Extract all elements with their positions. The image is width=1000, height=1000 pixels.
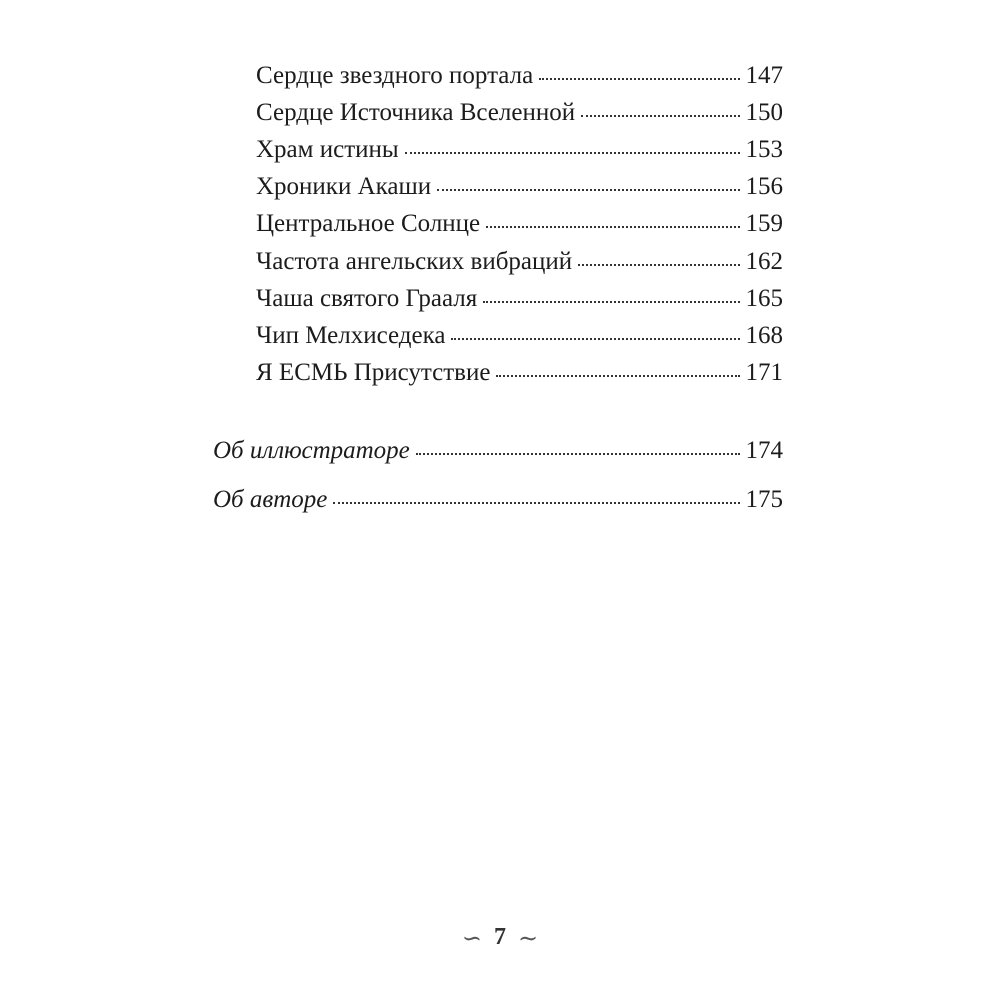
toc-entry-title: Чаша святого Грааля xyxy=(256,285,478,312)
dot-leader xyxy=(539,78,739,80)
toc-entry-title: Сердце Источника Вселенной xyxy=(256,99,576,126)
toc-entry-page: 159 xyxy=(745,210,783,237)
toc-appendix-entry[interactable] xyxy=(213,482,783,518)
toc-appendix-entry[interactable] xyxy=(213,433,783,469)
dot-leader xyxy=(437,189,739,191)
page-number: 7 xyxy=(494,924,506,951)
toc-entry-title: Центральное Солнце xyxy=(256,210,481,237)
toc-entry-page: 168 xyxy=(745,322,783,349)
dot-leader xyxy=(581,115,739,117)
toc-entry-title: Храм истины xyxy=(256,136,399,163)
dot-leader xyxy=(416,453,740,455)
swirl-left-icon: ∽ xyxy=(461,926,482,952)
toc-entry-page: 162 xyxy=(745,248,783,275)
swirl-right-icon: ∼ xyxy=(518,926,539,952)
toc-entry-title: Чип Мелхиседека xyxy=(256,322,446,349)
toc-entry[interactable] xyxy=(256,169,783,205)
toc-entry[interactable] xyxy=(256,206,783,242)
dot-leader xyxy=(451,338,739,340)
dot-leader xyxy=(486,226,739,228)
toc-entry[interactable] xyxy=(256,355,783,391)
toc-entry-page: 171 xyxy=(745,359,783,386)
dot-leader xyxy=(405,152,740,154)
toc-entry-page: 150 xyxy=(745,99,783,126)
toc-entry-title: Сердце звездного портала xyxy=(256,62,534,89)
toc-entry-page: 175 xyxy=(745,486,783,513)
toc-entry-title: Об иллюстраторе xyxy=(213,437,410,464)
toc-entry-page: 156 xyxy=(745,173,783,200)
toc-entry-title: Хроники Акаши xyxy=(256,173,432,200)
page-footer xyxy=(0,924,1000,953)
toc-entry-title: Частота ангельских вибраций xyxy=(256,248,573,275)
toc-entry[interactable] xyxy=(256,95,783,131)
toc-entry[interactable] xyxy=(256,318,783,354)
dot-leader xyxy=(333,502,739,504)
toc-entry-page: 147 xyxy=(745,62,783,89)
toc-entry-page: 165 xyxy=(745,285,783,312)
toc-entry-page: 153 xyxy=(745,136,783,163)
toc-entry-title: Об авторе xyxy=(213,486,328,513)
toc-entry[interactable] xyxy=(256,281,783,317)
dot-leader xyxy=(496,375,739,377)
toc-entry-page: 174 xyxy=(745,437,783,464)
toc-entry[interactable] xyxy=(256,58,783,94)
dot-leader xyxy=(578,264,739,266)
dot-leader xyxy=(483,301,739,303)
toc-entry[interactable] xyxy=(256,132,783,168)
toc-entry[interactable] xyxy=(256,244,783,280)
toc-entry-title: Я ЕСМЬ Присутствие xyxy=(256,359,491,386)
